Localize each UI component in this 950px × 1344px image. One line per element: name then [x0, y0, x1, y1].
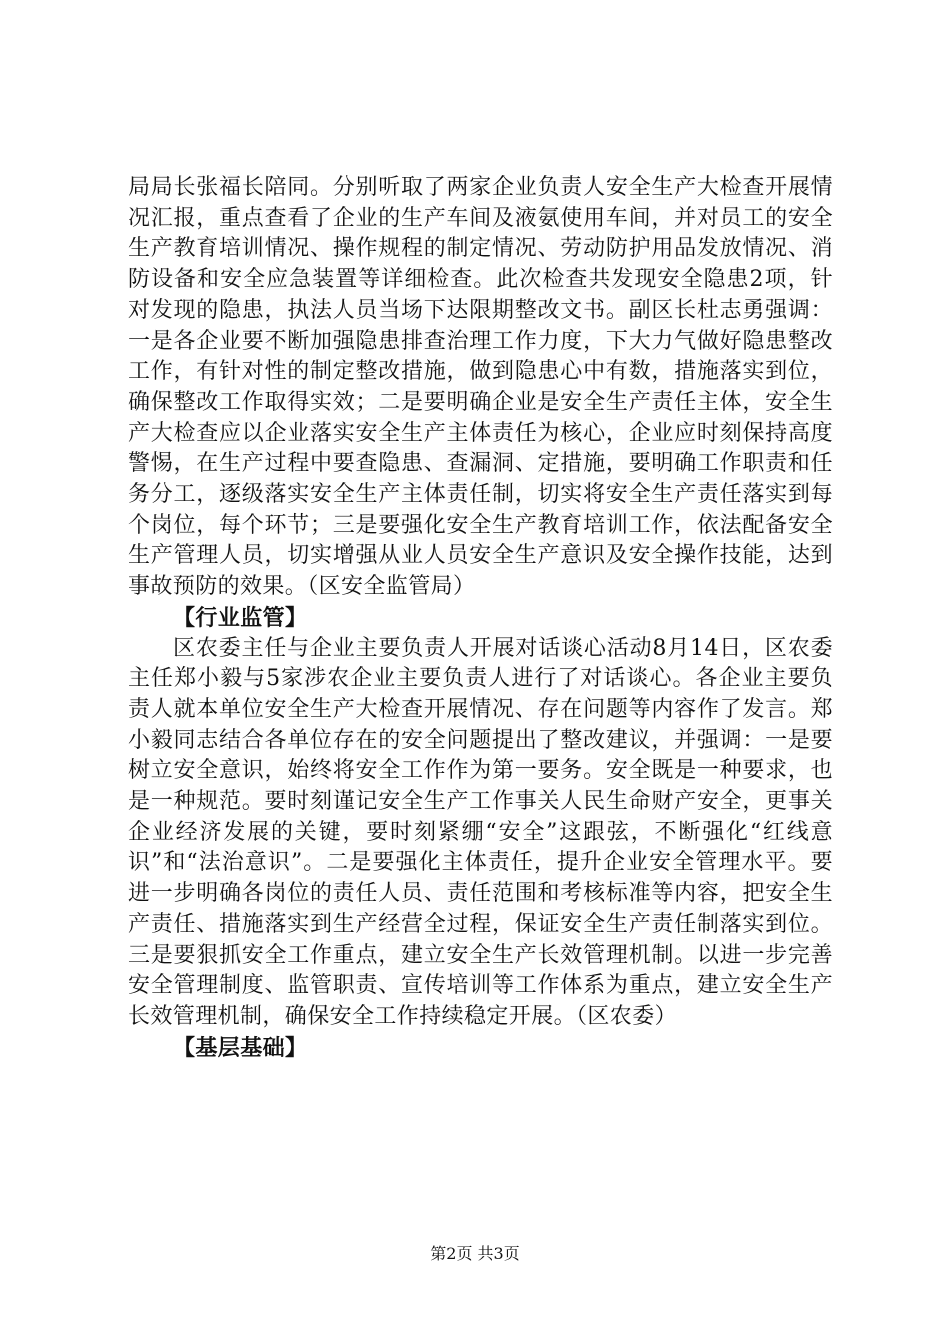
body-paragraph-agriculture-committee: 区农委主任与企业主要负责人开展对话谈心活动8月14日，区农委主任郑小毅与5家涉农企业主要负责人进行了对话谈心。各企业主要负责人就本单位安全生产大检查开展情况、存在问题等内容作了发言。郑小毅同志结合各单位存在的安全问题提出了整改建议，并强调：一是要树立安全意识，始终将安全工作作为第一要务。安全既是一种要求，也是一种规范。要时刻谨记安全生产工作事关人民生命财产安全，更事关企业经济发展的关键，要时刻紧绷“安全”这跟弦，不断强化“红线意识”和“法治意识”。二是要强化主体责任，提升企业安全管理水平。要进一步明确各岗位的责任人员、责任范围和考核标准等内容，把安全生产责任、措施落实到生产经营全过程，保证安全生产责任制落实到位。三是要狠抓安全工作重点，建立安全生产长效管理机制。以进一步完善安全管理制度、监管职责、宣传培训等工作体系为重点，建立安全生产长效管理机制，确保安全工作持续稳定开展。（区农委）: [128, 635, 833, 1029]
section-heading-industry-supervision: 【行业监管】: [173, 604, 308, 631]
body-paragraph-safety-inspection: 局局长张福长陪同。分别听取了两家企业负责人安全生产大检查开展情况汇报，重点查看了企业的生产车间及液氨使用车间，并对员工的安全生产教育培训情况、操作规程的制定情况、劳动防护用品发放情况、消防设备和安全应急装置等详细检查。此次检查共发现安全隐患2项，针对发现的隐患，执法人员当场下达限期整改文书。副区长杜志勇强调：一是各企业要不断加强隐患排查治理工作力度，下大力气做好隐患整改工作，有针对性的制定整改措施，做到隐患心中有数，措施落实到位，确保整改工作取得实效；二是要明确企业是安全生产责任主体，安全生产大检查应以企业落实安全生产主体责任为核心，企业应时刻保持高度警惕，在生产过程中要查隐患、查漏洞、定措施，要明确工作职责和任务分工，逐级落实安全生产主体责任制，切实将安全生产责任落实到每个岗位，每个环节；三是要强化安全生产教育培训工作，依法配备安全生产管理人员，切实增强从业人员安全生产意识及安全操作技能，达到事故预防的效果。（区安全监管局）: [128, 175, 833, 600]
document-body: [128, 173, 833, 1063]
page-footer-indicator: 第2页 共3页: [430, 1244, 520, 1263]
section-heading-grassroots-foundation: 【基层基础】: [173, 1034, 308, 1061]
